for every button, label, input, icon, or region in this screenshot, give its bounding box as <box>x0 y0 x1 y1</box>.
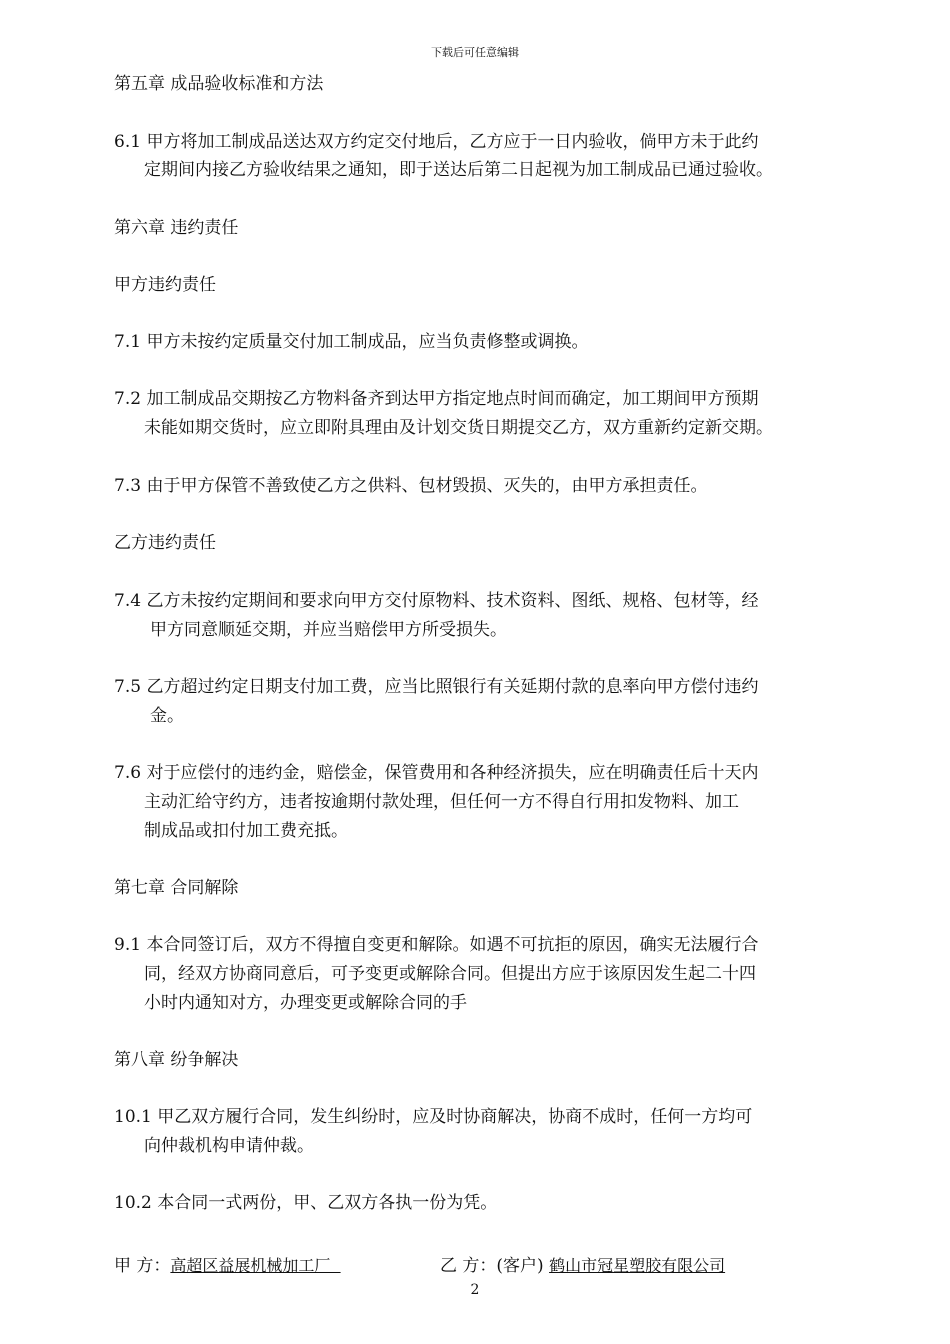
text-line: 同，经双方协商同意后，可予变更或解除合同。但提出方应于该原因发生起二十四 <box>144 964 756 984</box>
text-line: 7.6 对于应偿付的违约金，赔偿金，保管费用和各种经济损失，应在明确责任后十天内 <box>114 763 759 783</box>
text-line: 甲方同意顺延交期，并应当赔偿甲方所受损失。 <box>150 620 507 640</box>
party-b-signature <box>440 1251 725 1276</box>
text-line: 第六章 违约责任 <box>114 218 239 238</box>
text-line: 乙方违约责任 <box>114 533 216 553</box>
text-line: 第七章 合同解除 <box>114 878 239 898</box>
party-a-label: 甲 方： <box>114 1256 171 1276</box>
text-line: 7.3 由于甲方保管不善致使乙方之供料、包材毁损、灭失的，由甲方承担责任。 <box>114 476 708 496</box>
party-b-name: 鹤山市冠星塑胶有限公司 <box>549 1256 726 1275</box>
text-line: 6.1 甲方将加工制成品送达双方约定交付地后，乙方应于一日内验收，倘甲方未于此约 <box>114 132 759 152</box>
text-line: 7.2 加工制成品交期按乙方物料备齐到达甲方指定地点时间而确定，加工期间甲方预期 <box>114 389 759 409</box>
party-a-name: 高超区益展机械加工厂 <box>170 1256 341 1275</box>
text-line: 7.1 甲方未按约定质量交付加工制成品，应当负责修整或调换。 <box>114 332 589 352</box>
text-line: 小时内通知对方，办理变更或解除合同的手 <box>144 993 467 1013</box>
text-line: 定期间内接乙方验收结果之通知，即于送达后第二日起视为加工制成品已通过验收。 <box>144 160 773 180</box>
text-line: 10.1 甲乙双方履行合同，发生纠纷时，应及时协商解决，协商不成时，任何一方均可 <box>114 1107 753 1127</box>
party-b-label: 乙 方：(客户) <box>440 1256 550 1276</box>
text-line: 10.2 本合同一式两份，甲、乙双方各执一份为凭。 <box>114 1193 498 1213</box>
text-line: 甲方违约责任 <box>114 275 216 295</box>
text-line: 7.5 乙方超过约定日期支付加工费，应当比照银行有关延期付款的息率向甲方偿付违约 <box>114 677 759 697</box>
party-a-signature <box>114 1251 341 1276</box>
text-line: 制成品或扣付加工费充抵。 <box>144 821 348 841</box>
text-line: 9.1 本合同签订后，双方不得擅自变更和解除。如遇不可抗拒的原因，确实无法履行合 <box>114 935 759 955</box>
page-number: 2 <box>470 1282 480 1298</box>
text-line: 第八章 纷争解决 <box>114 1050 239 1070</box>
text-line: 金。 <box>150 706 184 726</box>
text-line: 未能如期交货时，应立即附具理由及计划交货日期提交乙方，双方重新约定新交期。 <box>144 418 773 438</box>
text-line: 主动汇给守约方，违者按逾期付款处理，但任何一方不得自行用扣发物料、加工 <box>144 792 739 812</box>
text-line: 7.4 乙方未按约定期间和要求向甲方交付原物料、技术资料、图纸、规格、包材等，经 <box>114 591 759 611</box>
text-line: 向仲裁机构申请仲裁。 <box>144 1136 314 1156</box>
text-line: 第五章 成品验收标准和方法 <box>114 74 324 94</box>
page-header: 下载后可任意编辑 <box>431 46 519 59</box>
